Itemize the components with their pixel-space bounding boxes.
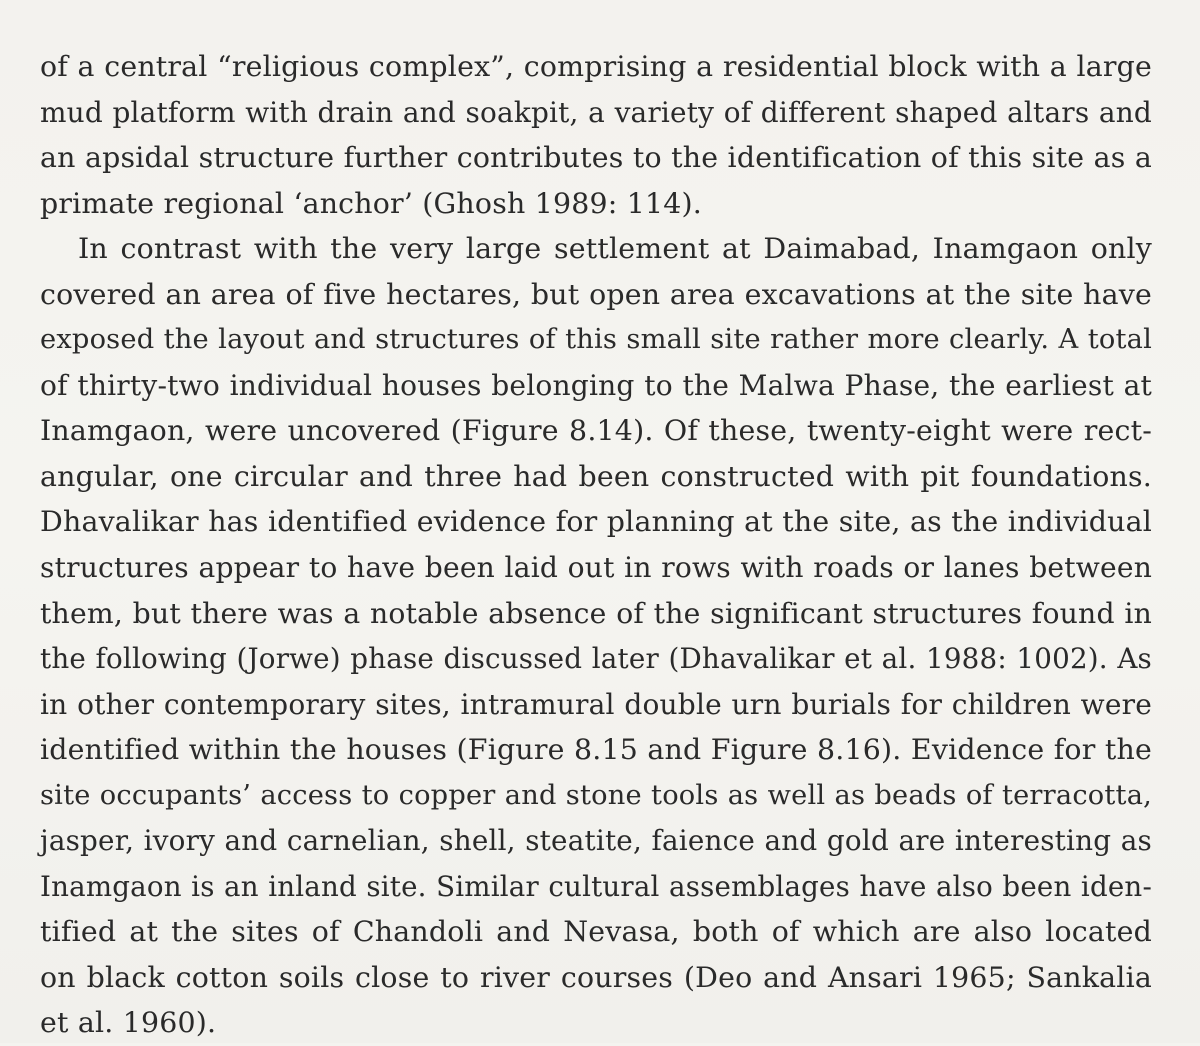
body-text bbox=[40, 44, 1152, 1046]
text-line-22: et al. 1960). bbox=[40, 1006, 217, 1040]
text-line-19: Inamgaon is an inland site. Similar cultural assemblages have also been iden- bbox=[40, 869, 1152, 903]
text-line-1: of a central “religious complex”, comprising a residential block with a large bbox=[40, 50, 1152, 83]
text-line-17: site occupants’ access to copper and stone tools as well as beads of terracotta, bbox=[40, 779, 1152, 811]
text-line-5-paragraph-start: In contrast with the very large settlement at Daimabad, Inamgaon only bbox=[78, 232, 1152, 266]
text-line-11: Dhavalikar has identified evidence for planning at the site, as the individual bbox=[40, 505, 1152, 539]
text-line-16: identified within the houses (Figure 8.15 and Figure 8.16). Evidence for the bbox=[40, 733, 1152, 767]
text-line-13: them, but there was a notable absence of the significant structures found in bbox=[40, 596, 1152, 630]
text-line-12: structures appear to have been laid out in rows with roads or lanes between bbox=[40, 551, 1152, 585]
text-line-21: on black cotton soils close to river courses (Deo and Ansari 1965; Sankalia bbox=[40, 960, 1152, 994]
text-line-4: primate regional ‘anchor’ (Ghosh 1989: 114). bbox=[40, 186, 703, 220]
text-line-15: in other contemporary sites, intramural double urn burials for children were bbox=[40, 687, 1152, 721]
text-line-18: jasper, ivory and carnelian, shell, steatite, faience and gold are interesting as bbox=[40, 824, 1152, 858]
text-line-9: Inamgaon, were uncovered (Figure 8.14). Of these, twenty-eight were rect- bbox=[40, 414, 1152, 448]
text-line-8: of thirty-two individual houses belonging to the Malwa Phase, the earliest at bbox=[40, 368, 1152, 402]
text-line-14: the following (Jorwe) phase discussed later (Dhavalikar et al. 1988: 1002). As bbox=[40, 642, 1152, 676]
text-line-7: exposed the layout and structures of this small site rather more clearly. A total bbox=[40, 324, 1152, 356]
text-line-10: angular, one circular and three had been constructed with pit foundations. bbox=[40, 459, 1152, 493]
text-line-20: tified at the sites of Chandoli and Nevasa, both of which are also located bbox=[40, 915, 1152, 949]
text-line-6: covered an area of five hectares, but open area excavations at the site have bbox=[40, 277, 1152, 311]
text-line-2: mud platform with drain and soakpit, a variety of different shaped altars and bbox=[40, 95, 1152, 129]
text-line-3: an apsidal structure further contributes to the identification of this site as a bbox=[40, 141, 1152, 175]
